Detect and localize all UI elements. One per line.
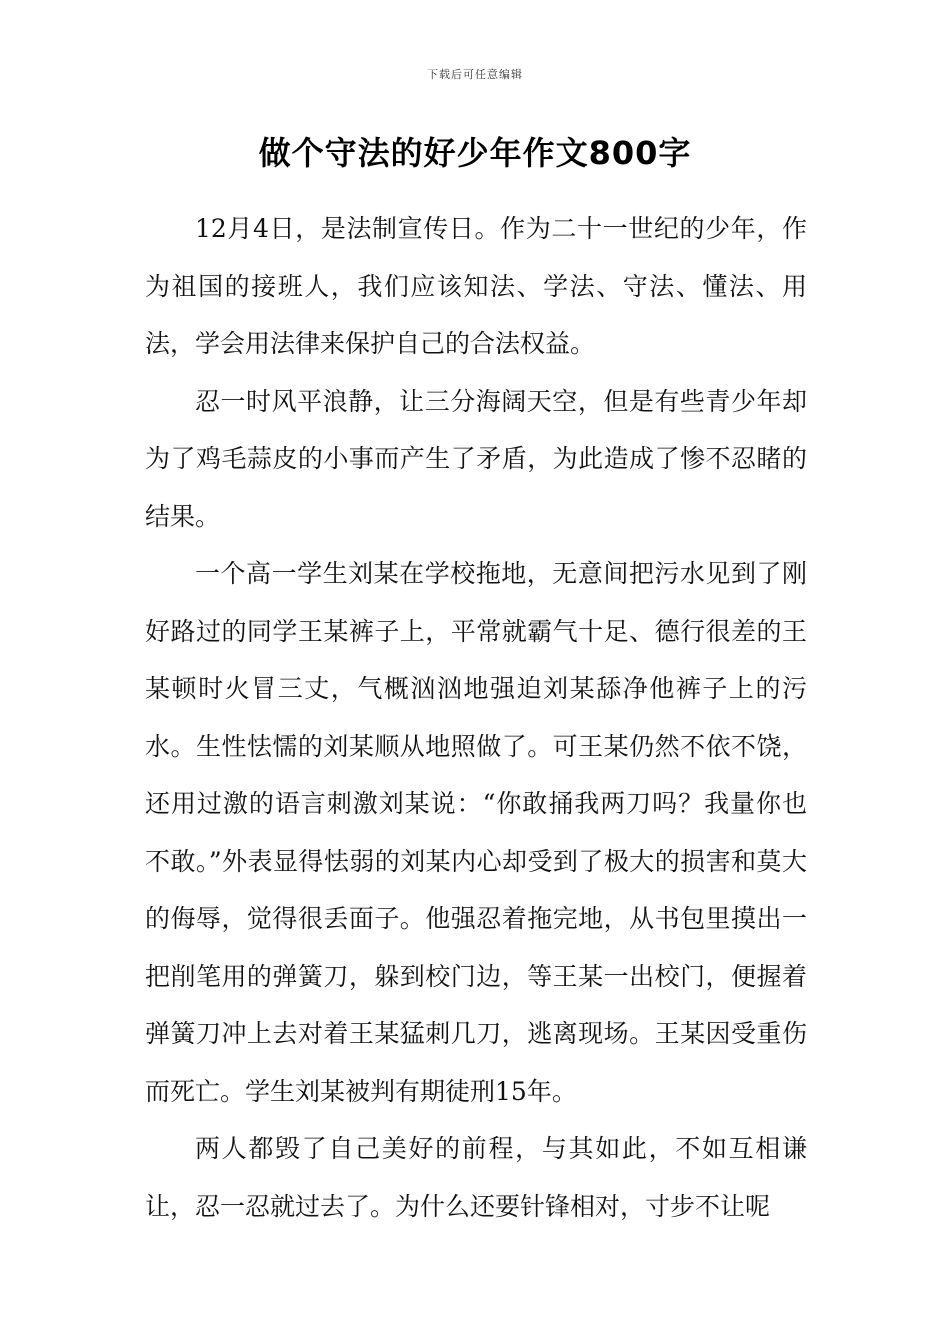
paragraph: 12月4日，是法制宣传日。作为二十一世纪的少年，作为祖国的接班人，我们应该知法、学法、守法、懂法、用法，学会用法律来保护自己的合法权益。 [145,214,807,358]
paragraph: 一个高一学生刘某在学校拖地，无意间把污水见到了刚好路过的同学王某裤子上，平常就霸气十足、德行很差的王某顿时火冒三丈，气概汹汹地强迫刘某舔净他裤子上的污水。生性怯懦的刘某顺从地照做了。可王某仍然不依不饶，还用过激的语言刺激刘某说：“你敢捅我两刀吗？我量你也不敢。”外表显得怯弱的刘某内心却受到了极大的损害和莫大的侮辱，觉得很丢面子。他强忍着拖完地，从书包里摸出一把削笔用的弹簧刀，躲到校门边，等王某一出校门，便握着弹簧刀冲上去对着王某猛刺几刀，逃离现场。王某因受重伤而死亡。学生刘某被判有期徒刑15年。 [145,559,807,1106]
document-body [145,200,807,1235]
paragraph: 两人都毁了自己美好的前程，与其如此，不如互相谦让，忍一忍就过去了。为什么还要针锋相对，寸步不让呢 [145,1134,807,1221]
paragraph: 忍一时风平浪静，让三分海阔天空，但是有些青少年却为了鸡毛蒜皮的小事而产生了矛盾，为此造成了惨不忍睹的结果。 [145,386,807,531]
header-note: 下载后可任意编辑 [427,68,523,81]
document-title: 做个守法的好少年作文800字 [258,134,692,172]
